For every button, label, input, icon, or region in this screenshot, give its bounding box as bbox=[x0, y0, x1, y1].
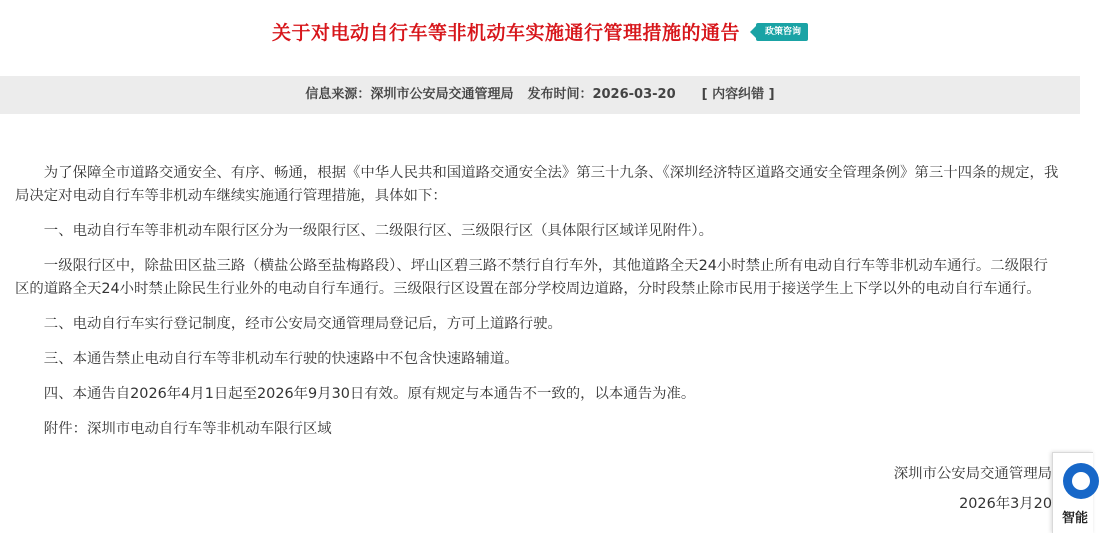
attachment-paragraph: 附件：深圳市电动自行车等非机动车限行区域 bbox=[43, 421, 332, 437]
assistant-label: 智能 bbox=[1062, 511, 1089, 526]
paragraph: 一级限行区中，除盐田区盐三路（横盐公路至盐梅路段）、坪山区碧三路不禁行自行车外，其他道路全天24小时禁止所有电动自行车等非机动车通行。二级限行区的道路全天24小时禁止除民生行业外的电动自行车通行。三级限行区设置在部分学校周边道路，分时段禁止除市民用于接送学生上下学以外的电动自行车通行。 bbox=[15, 258, 1048, 297]
signature-date: 2026年3月20 bbox=[959, 496, 1052, 512]
article-body bbox=[15, 162, 1060, 453]
assistant-icon bbox=[1063, 463, 1099, 499]
policy-consult-tag[interactable]: 政策咨询 bbox=[756, 23, 808, 41]
paragraph: 四、本通告自2026年4月1日起至2026年9月30日有效。原有规定与本通告不一致的，以本通告为准。 bbox=[43, 386, 696, 402]
source-label: 信息来源： bbox=[305, 87, 371, 102]
date-value: 2026-03-20 bbox=[592, 87, 676, 102]
smart-assistant-widget[interactable] bbox=[1052, 452, 1093, 533]
paragraph: 一、电动自行车等非机动车限行区分为一级限行区、二级限行区、三级限行区（具体限行区域详见附件）。 bbox=[43, 223, 713, 239]
page-title: 关于对电动自行车等非机动车实施通行管理措施的通告 bbox=[271, 22, 740, 44]
paragraph: 为了保障全市道路交通安全、有序、畅通，根据《中华人民共和国道路交通安全法》第三十九条、《深圳经济特区道路交通安全管理条例》第三十四条的规定，我局决定对电动自行车等非机动车继续实施通行管理措施，具体如下： bbox=[15, 165, 1059, 204]
date-label: 发布时间： bbox=[527, 87, 593, 102]
paragraph: 二、电动自行车实行登记制度，经市公安局交通管理局登记后，方可上道路行驶。 bbox=[43, 316, 562, 332]
content-correction-link[interactable]: [ 内容纠错 ] bbox=[701, 87, 775, 102]
source-value: 深圳市公安局交通管理局 bbox=[370, 87, 514, 102]
signature-org: 深圳市公安局交通管理局 bbox=[893, 466, 1052, 482]
paragraph: 三、本通告禁止电动自行车等非机动车行驶的快速路中不包含快速路辅道。 bbox=[43, 351, 519, 367]
info-bar bbox=[0, 76, 1080, 114]
title-row bbox=[0, 18, 1080, 45]
